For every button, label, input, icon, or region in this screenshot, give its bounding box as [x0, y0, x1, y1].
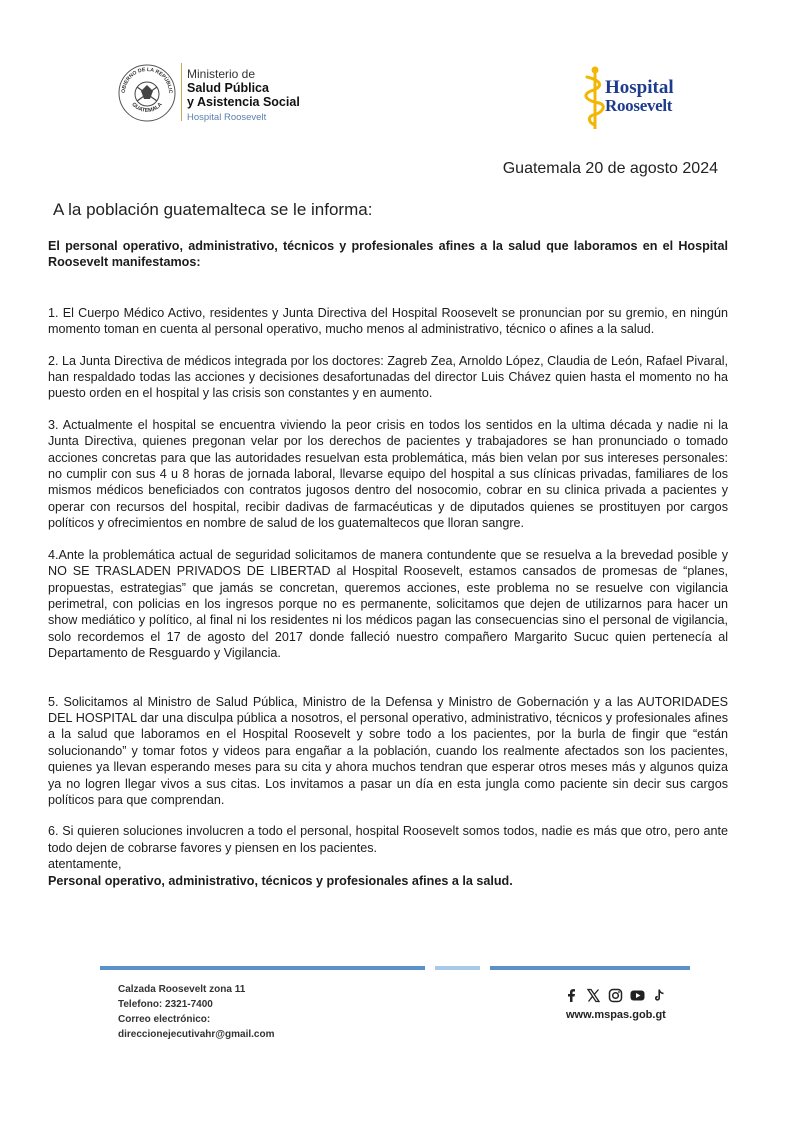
point-2: 2. La Junta Directiva de médicos integrada por los doctores: Zagreb Zea, Arnoldo López, Claudia de León, Rafael Pivaral, han respaldado todas las acciones y decisiones desafortunadas del director Luis Chávez quien hasta el momento no ha puesto orden en el hospital y las crisis son constantes y en aumento. [48, 353, 728, 401]
footer-email-label: Correo electrónico: [118, 1014, 211, 1025]
social-icons [564, 988, 667, 1003]
signature: Personal operativo, administrativo, técnicos y profesionales afines a la salud. [48, 873, 513, 888]
letterhead [0, 55, 800, 135]
document-date: Guatemala 20 de agosto 2024 [502, 160, 718, 177]
hospital-roosevelt-logo [583, 63, 703, 133]
point-4: 4.Ante la problemática actual de seguridad solicitamos de manera contundente que se resuelva a la brevedad posible y NO SE TRASLADEN PRIVADOS DE LIBERTAD al Hospital Roosevelt, estamos cansados de promesas de “planes, propuestas, estrategias” que jamás se concretan, queremos acciones, este problema no se resuelve con vigilancia perimetral, con policias en los ingresos porque no es permanente, solicitamos que dejen de utilizarnos para hacer un show mediático y político, al final ni los residentes ni los médicos pagan las consecuencias sino el personal de vigilancia, solo recordemos el 17 de agosto del 2017 donde falleció nuestro compañero Margarito Sucuc quien pertenecía al Departamento de Resguardo y Vigilancia. [48, 547, 728, 661]
ministry-line-3: y Asistencia Social [187, 95, 300, 109]
footer-divider [100, 966, 690, 970]
intro-statement: El personal operativo, administrativo, técnicos y profesionales afines a la salud que laboramos en el Hospital Roosevelt manifestamos: [48, 239, 728, 270]
hospital-logo-line-2: Roosevelt [605, 96, 673, 115]
tiktok-icon[interactable] [652, 988, 667, 1003]
point-3: 3. Actualmente el hospital se encuentra viviendo la peor crisis en todos los sentidos en la ultima década y nadie ni la Junta Directiva, quienes pregonan velar por los derechos de pacientes y trabajadores se han pronunciado o tomado acciones concretas para que las autoridades resuelvan esta problemática, más bien velan por sus intereses personales: no cumplir con sus 4 u 8 horas de jornada laboral, llevarse equipo del hospital a sus clínicas privadas, familiares de los mismos médicos beneficiados con contratos jugosos dentro del nosocomio, cobrar en su clinica privada a pacientes y operar con recursos del hospital, recibir dadivas de farmacéuticas y de diputados quienes se prostituyen por cargos políticos y ofrecimientos en nombre de salud de los guatemaltecos que lloran sangre. [48, 417, 728, 531]
point-1: 1. El Cuerpo Médico Activo, residentes y Junta Directiva del Hospital Roosevelt se pronuncian por su gremio, en ningún momento toman en cuenta al personal operativo, mucho menos al administrativo, técnico o afines a la salud. [48, 305, 728, 337]
ministry-line-2: Salud Pública [187, 81, 269, 95]
letter-body [48, 238, 728, 889]
footer-address: Calzada Roosevelt zona 11 [118, 984, 246, 995]
facebook-icon[interactable] [564, 988, 579, 1003]
greeting: A la población guatemalteca se le informa: [53, 200, 373, 219]
seal-text-top: OBIERNO DE LA REPÚBLIC [120, 66, 174, 94]
footer-phone: Telefono: 2321-7400 [118, 999, 213, 1010]
youtube-icon[interactable] [630, 988, 645, 1003]
ministry-subtitle: Hospital Roosevelt [187, 112, 267, 123]
closing: atentamente, [48, 857, 122, 872]
x-icon[interactable] [586, 988, 601, 1003]
footer-contact [118, 982, 274, 1042]
hospital-logo-line-1: Hospital [605, 77, 674, 98]
svg-text:GUATEMALA [130, 102, 163, 114]
guatemala-seal-logo [117, 63, 177, 123]
website-link[interactable]: www.mspas.gob.gt [566, 1009, 666, 1021]
ministry-name [187, 67, 300, 125]
point-5: 5. Solicitamos al Ministro de Salud Pública, Ministro de la Defensa y Ministro de Gobernación y a las AUTORIDADES DEL HOSPITAL dar una disculpa pública a nosotros, el personal operativo, administrativo, técnicos y profesionales afines a la salud que laboramos en el Hospital Roosevelt y sobre todo a los pacientes, por la burla de fingir que “están solucionando” y tomar fotos y videos para engañar a la población, cuando los realmente afectados son los pacientes, quienes ya llevan esperando meses para su cita y ahora muchos tendran que esperar otros meses más y algunos quiza ya no logren llegar vivos a sus citas. Los invitamos a pasar un día en esta jungla como paciente sin decir sus cargos políticos para que comprendan. [48, 694, 728, 807]
ministry-line-1: Ministerio de [187, 67, 256, 81]
seal-text-bottom: GUATEMALA [130, 101, 164, 114]
header-divider [181, 63, 182, 121]
footer-email[interactable]: direccionejecutivahr@gmail.com [118, 1029, 275, 1040]
instagram-icon[interactable] [608, 988, 623, 1003]
point-6: 6. Si quieren soluciones involucren a todo el personal, hospital Roosevelt somos todos, nadie es más que otro, pero ante todo dejen de cobrarse favores y piensen en los pacientes. [48, 824, 728, 855]
